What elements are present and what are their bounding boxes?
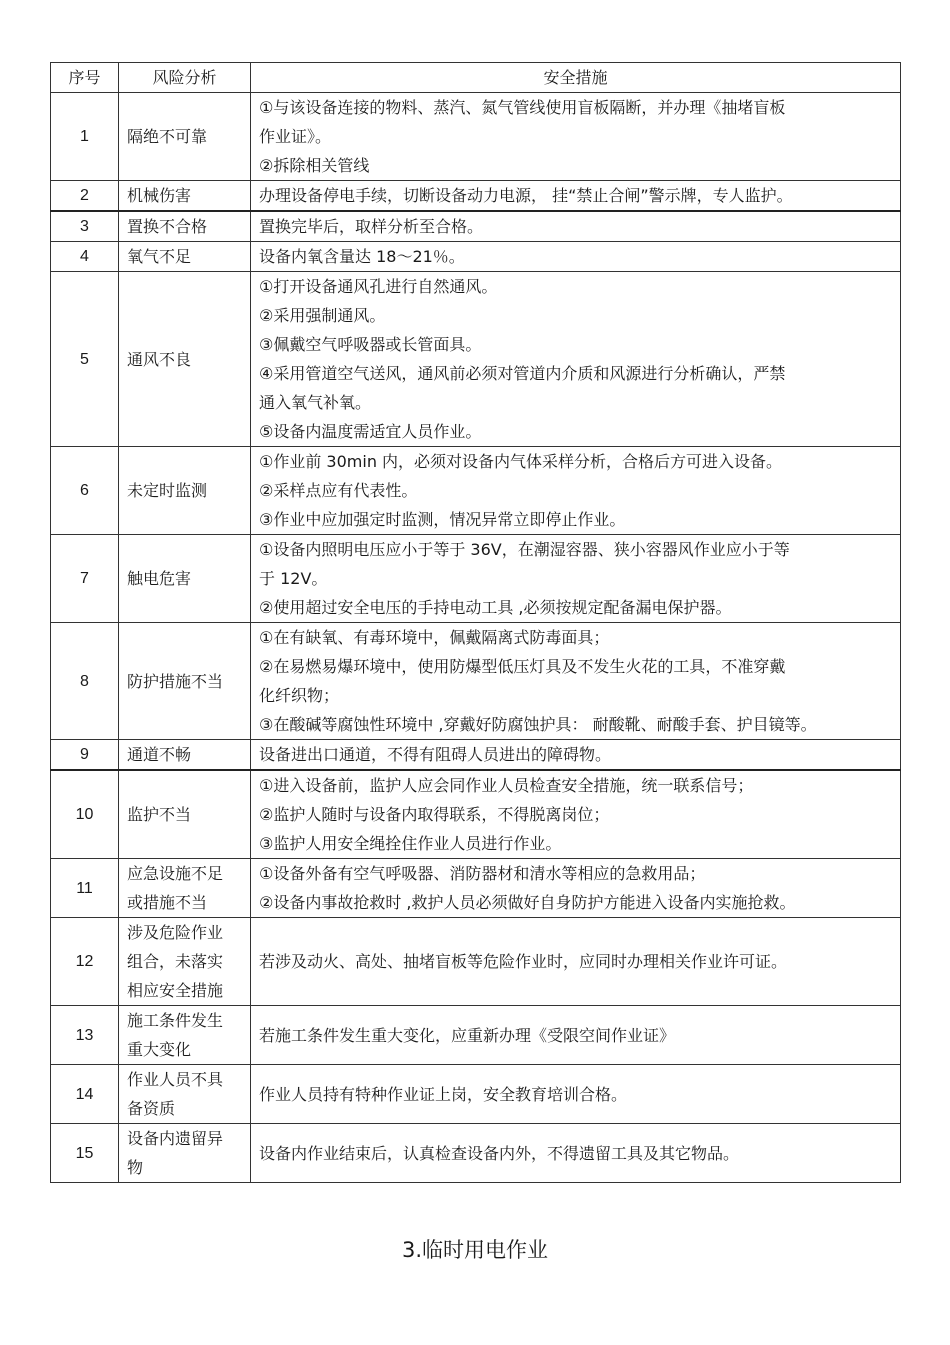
risk-cell: [119, 623, 251, 740]
measure-line: ①设备内照明电压应小于等于 36V，在潮湿容器、狭小容器风作业应小于等: [259, 540, 790, 559]
risk-text: 置换不合格: [127, 217, 208, 236]
risk-text: 通道不畅: [127, 745, 192, 764]
row-number: 14: [51, 1065, 119, 1124]
measure-line: ②使用超过安全电压的手持电动工具 ,必须按规定配备漏电保护器。: [259, 598, 732, 617]
table-header-row: [51, 63, 901, 93]
measure-line: ①进入设备前，监护人应会同作业人员检查安全措施，统一联系信号；: [259, 776, 754, 795]
row-number: 13: [51, 1006, 119, 1065]
risk-text: 监护不当: [127, 805, 192, 824]
table-row: [51, 181, 901, 212]
risk-text: 物: [127, 1158, 144, 1177]
risk-text: 相应安全措施: [127, 981, 224, 1000]
measures-cell: [251, 272, 901, 447]
row-number: 10: [51, 770, 119, 859]
row-number: 11: [51, 859, 119, 918]
header-risk: 风险分析: [119, 63, 251, 93]
measure-line: ①作业前 30min 内，必须对设备内气体采样分析，合格后方可进入设备。: [259, 452, 783, 471]
measure-line: ③在酸碱等腐蚀性环境中 ,穿戴好防腐蚀护具： 耐酸靴、耐酸手套、护目镜等。: [259, 715, 817, 734]
measure-line: 通入氧气补氧。: [259, 393, 372, 412]
measure-line: ①与该设备连接的物料、蒸汽、氮气管线使用盲板隔断，并办理《抽堵盲板: [259, 98, 786, 117]
table-row: [51, 1124, 901, 1183]
measures-cell: [251, 1065, 901, 1124]
measures-cell: [251, 181, 901, 212]
row-number: 8: [51, 623, 119, 740]
table-row: [51, 770, 901, 859]
measure-line: 设备内作业结束后，认真检查设备内外，不得遗留工具及其它物品。: [259, 1143, 740, 1163]
risk-text: 涉及危险作业: [127, 923, 224, 942]
measure-line: ①打开设备通风孔进行自然通风。: [259, 277, 498, 296]
measure-line: ②采用强制通风。: [259, 306, 386, 325]
risk-cell: [119, 272, 251, 447]
row-number: 4: [51, 242, 119, 272]
table-row: [51, 918, 901, 1006]
table-body: [51, 93, 901, 1183]
risk-cell: [119, 242, 251, 272]
measures-cell: [251, 1124, 901, 1183]
measure-line: 若施工条件发生重大变化，应重新办理《受限空间作业证》: [259, 1025, 676, 1045]
risk-text: 施工条件发生: [127, 1011, 224, 1030]
measure-line: ②在易燃易爆环境中，使用防爆型低压灯具及不发生火花的工具，不准穿戴: [259, 657, 786, 676]
risk-text: 或措施不当: [127, 893, 208, 912]
table-row: [51, 623, 901, 740]
measure-line: ②设备内事故抢救时 ,救护人员必须做好自身防护方能进入设备内实施抢救。: [259, 893, 796, 912]
risk-text: 隔绝不可靠: [127, 127, 208, 146]
table-row: [51, 211, 901, 242]
row-number: 1: [51, 93, 119, 181]
measures-cell: [251, 740, 901, 771]
table-row: [51, 272, 901, 447]
measure-line: ①设备外备有空气呼吸器、消防器材和清水等相应的急救用品；: [259, 864, 706, 883]
measures-cell: [251, 242, 901, 272]
risk-cell: [119, 740, 251, 771]
measure-line: ②监护人随时与设备内取得联系，不得脱离岗位；: [259, 805, 610, 824]
measure-line: 作业证》。: [259, 127, 332, 146]
risk-text: 通风不良: [127, 349, 192, 369]
risk-text: 重大变化: [127, 1040, 192, 1059]
row-number: 12: [51, 918, 119, 1006]
section-title: 3.临时用电作业: [401, 1238, 549, 1262]
row-number: 15: [51, 1124, 119, 1183]
measures-cell: [251, 623, 901, 740]
table-row: [51, 1006, 901, 1065]
risk-text: 未定时监测: [127, 481, 208, 500]
header-number: 序号: [51, 63, 119, 93]
measure-line: 若涉及动火、高处、抽堵盲板等危险作业时，应同时办理相关作业许可证。: [259, 952, 788, 971]
table-row: [51, 447, 901, 535]
table-row: [51, 740, 901, 771]
measures-cell: [251, 918, 901, 1006]
risk-text: 设备内遗留异: [127, 1129, 224, 1148]
row-number: 3: [51, 211, 119, 242]
measures-cell: [251, 1006, 901, 1065]
measures-cell: [251, 211, 901, 242]
row-number: 6: [51, 447, 119, 535]
measures-cell: [251, 93, 901, 181]
measures-cell: [251, 859, 901, 918]
risk-cell: [119, 770, 251, 859]
row-number: 9: [51, 740, 119, 771]
row-number: 7: [51, 535, 119, 623]
risk-cell: [119, 211, 251, 242]
risk-cell: [119, 918, 251, 1006]
measure-line: ③监护人用安全绳拴住作业人员进行作业。: [259, 834, 562, 853]
risk-text: 氧气不足: [127, 247, 192, 266]
header-measures: 安全措施: [251, 63, 901, 93]
measure-line: ③作业中应加强定时监测，情况异常立即停止作业。: [259, 510, 626, 529]
risk-text: 机械伤害: [127, 186, 192, 205]
risk-cell: [119, 447, 251, 535]
risk-cell: [119, 859, 251, 918]
risk-text: 触电危害: [127, 569, 192, 588]
risk-text: 组合，未落实: [127, 952, 224, 971]
risk-text: 备资质: [127, 1099, 176, 1118]
risk-cell: [119, 181, 251, 212]
measure-line: 作业人员持有特种作业证上岗，安全教育培训合格。: [259, 1084, 628, 1104]
table-row: [51, 859, 901, 918]
measure-line: 设备进出口通道，不得有阻碍人员进出的障碍物。: [259, 745, 612, 764]
measures-cell: [251, 770, 901, 859]
table-row: [51, 93, 901, 181]
table-row: [51, 1065, 901, 1124]
measure-line: ③佩戴空气呼吸器或长管面具。: [259, 335, 482, 354]
measure-line: ②采样点应有代表性。: [259, 481, 418, 500]
measure-line: 化纤织物；: [259, 686, 340, 705]
measure-line: ②拆除相关管线: [259, 156, 370, 175]
risk-cell: [119, 1065, 251, 1124]
measures-cell: [251, 447, 901, 535]
measure-line: 置换完毕后，取样分析至合格。: [259, 217, 484, 236]
risk-cell: [119, 1124, 251, 1183]
measure-line: ①在有缺氧、有毒环境中，佩戴隔离式防毒面具；: [259, 628, 610, 647]
risk-text: 应急设施不足: [127, 864, 224, 883]
measures-cell: [251, 535, 901, 623]
measure-line: 于 12V。: [259, 569, 328, 588]
measure-line: ⑤设备内温度需适宜人员作业。: [259, 422, 482, 441]
measure-line: ④采用管道空气送风，通风前必须对管道内介质和风源进行分析确认，严禁: [259, 364, 786, 383]
measure-line: 办理设备停电手续，切断设备动力电源， 挂“禁止合闸”警示牌，专人监护。: [259, 186, 793, 205]
row-number: 5: [51, 272, 119, 447]
row-number: 2: [51, 181, 119, 212]
table-row: [51, 242, 901, 272]
risk-cell: [119, 535, 251, 623]
risk-cell: [119, 93, 251, 181]
risk-table: [50, 62, 901, 1183]
measure-line: 设备内氧含量达 18～21％。: [259, 247, 465, 266]
risk-text: 防护措施不当: [127, 671, 224, 691]
risk-cell: [119, 1006, 251, 1065]
risk-text: 作业人员不具: [127, 1070, 224, 1089]
table-row: [51, 535, 901, 623]
